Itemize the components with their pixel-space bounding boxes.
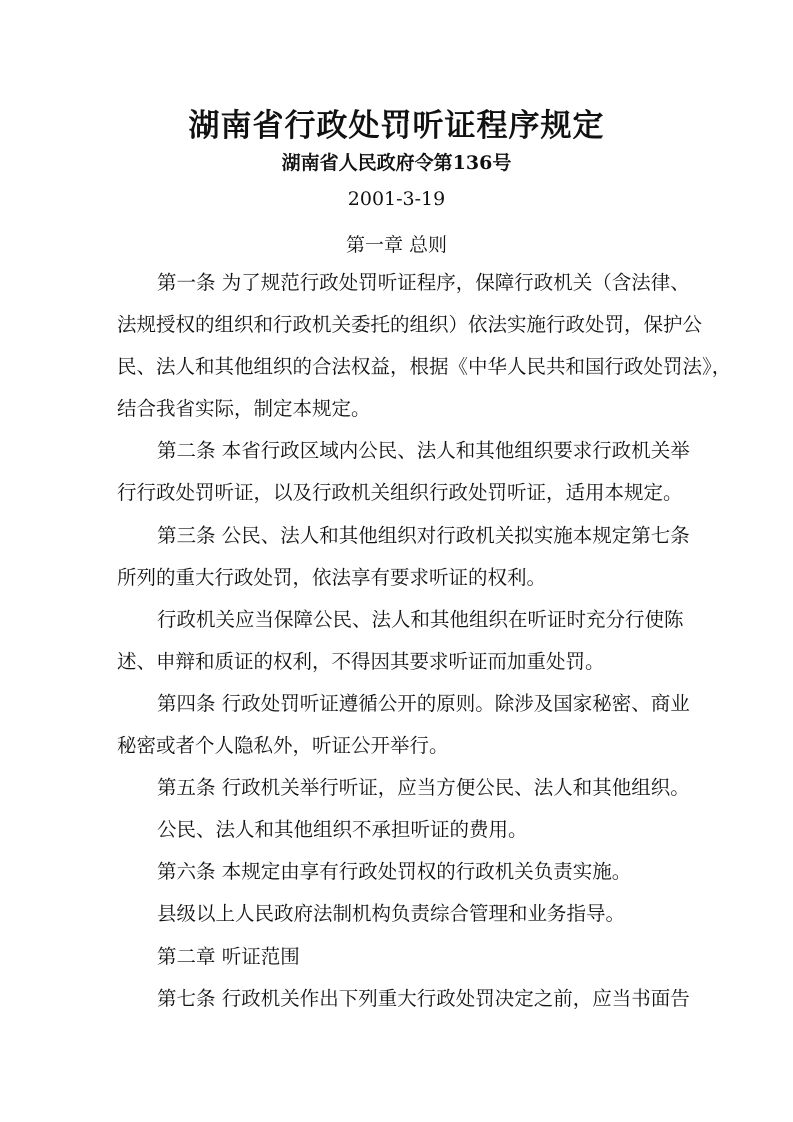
text-line: 所列的重大行政处罚，依法享有要求听证的权利。 [117, 565, 547, 589]
text-line: 民、法人和其他组织的合法权益，根据《中华人民共和国行政处罚法》， [117, 355, 732, 379]
chapter-heading: 第一章 总则 [345, 234, 448, 256]
text-line: 第七条 行政机关作出下列重大行政处罚决定之前，应当书面告 [157, 986, 690, 1010]
text-line: 第二条 本省行政区域内公民、法人和其他组织要求行政机关举 [157, 439, 690, 463]
text-line: 第六条 本规定由享有行政处罚权的行政机关负责实施。 [157, 860, 632, 884]
text-line: 第四条 行政处罚听证遵循公开的原则。除涉及国家秘密、商业 [157, 691, 690, 715]
text-line: 公民、法人和其他组织不承担听证的费用。 [157, 818, 528, 842]
text-line: 行政机关应当保障公民、法人和其他组织在听证时充分行使陈 [157, 607, 684, 631]
decree-number: 湖南省人民政府令第136号 [281, 152, 512, 174]
text-line: 法规授权的组织和行政机关委托的组织）依法实施行政处罚，保护公 [117, 313, 703, 337]
document-title: 湖南省行政处罚听证程序规定 [188, 108, 605, 144]
text-line: 行行政处罚听证，以及行政机关组织行政处罚听证，适用本规定。 [117, 481, 683, 505]
text-line: 第一条 为了规范行政处罚听证程序，保障行政机关（含法律、 [157, 271, 690, 294]
text-line: 县级以上人民政府法制机构负责综合管理和业务指导。 [157, 902, 626, 926]
text-line: 述、申辩和质证的权利，不得因其要求听证而加重处罚。 [117, 649, 605, 673]
text-line: 第三条 公民、法人和其他组织对行政机关拟实施本规定第七条 [157, 523, 690, 547]
text-line: 结合我省实际，制定本规定。 [117, 397, 371, 421]
text-line: 秘密或者个人隐私外，听证公开举行。 [117, 734, 449, 758]
text-line: 第二章 听证范围 [157, 944, 300, 968]
text-line: 第五条 行政机关举行听证，应当方便公民、法人和其他组织。 [157, 776, 690, 800]
document-body [117, 270, 732, 1028]
document-date: 2001-3-19 [347, 188, 446, 210]
